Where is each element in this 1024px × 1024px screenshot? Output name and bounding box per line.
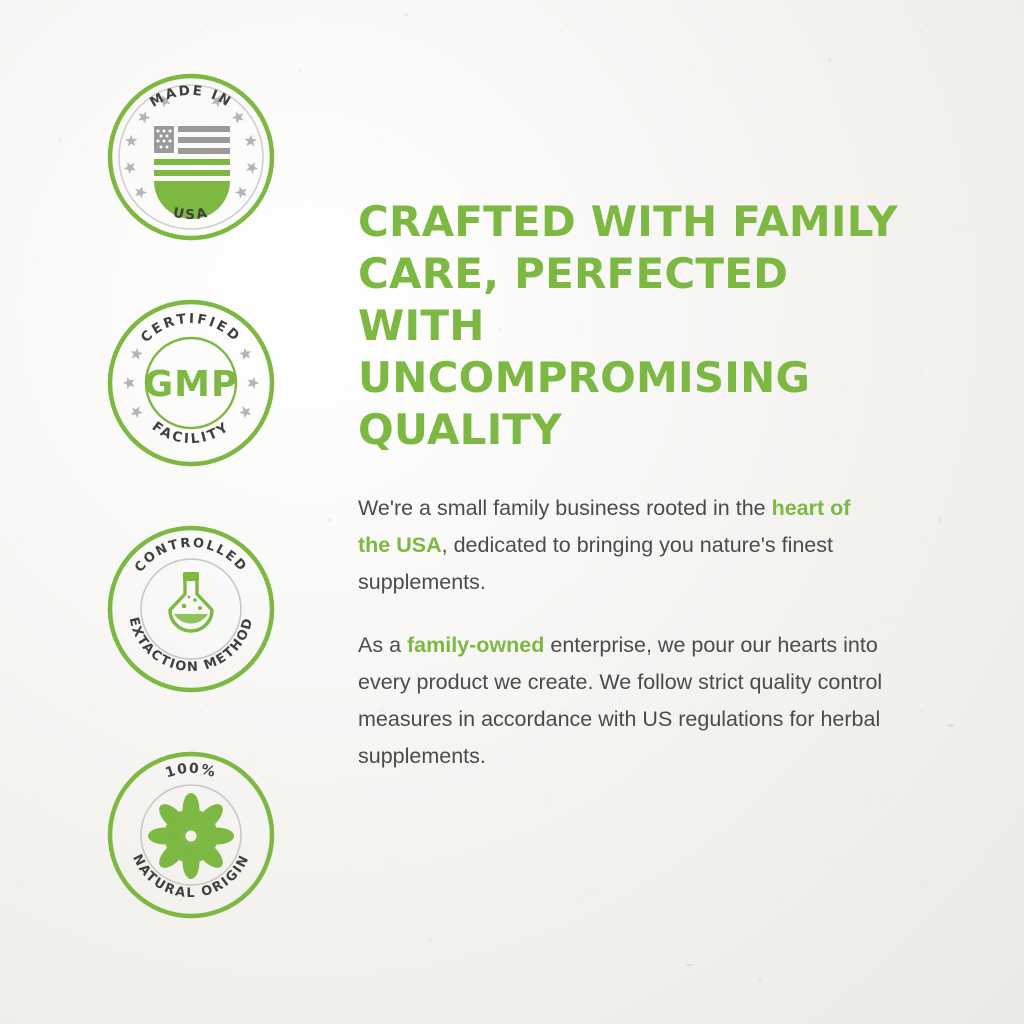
page-title: CRAFTED WITH FAMILY CARE, PERFECTED WITH UNCOMPROMISING QUALITY	[358, 197, 898, 455]
svg-text:GMP: GMP	[143, 364, 239, 405]
svg-text:FACILITY: FACILITY	[148, 418, 234, 448]
svg-text:USA: USA	[171, 204, 211, 224]
svg-text:EXTACTION METHOD: EXTACTION METHOD	[125, 615, 257, 676]
paragraph-2-segment-1: As a	[358, 633, 407, 658]
certification-badge-list	[96, 62, 296, 930]
paragraph-2-segment-3: enterprise, we pour our hearts into every product we create. We follow strict quality control measures in accordance with US regulations for herbal supplements.	[358, 633, 883, 769]
controlled-extraction-badge	[96, 514, 286, 704]
svg-text:CERTIFIED: CERTIFIED	[137, 310, 245, 346]
made-in-usa-badge	[96, 62, 286, 252]
paragraph-1-segment-1: We're a small family business rooted in the	[358, 496, 772, 521]
text-content	[358, 196, 928, 801]
svg-text:NATURAL ORIGIN: NATURAL ORIGIN	[129, 852, 253, 902]
paragraph-intro	[358, 490, 888, 601]
gmp-facility-badge	[96, 288, 286, 478]
svg-text:MADE IN: MADE IN	[147, 82, 236, 111]
paragraph-2-highlight: family-owned	[407, 633, 545, 658]
svg-text:100%: 100%	[163, 760, 219, 782]
natural-origin-badge	[96, 740, 286, 930]
svg-text:CONTROLLED: CONTROLLED	[131, 535, 250, 576]
paragraph-1-segment-3: , dedicated to bringing you nature's finest supplements.	[358, 533, 833, 595]
paragraph-quality	[358, 627, 888, 775]
paragraph-1-highlight: heart of the USA	[358, 496, 851, 558]
